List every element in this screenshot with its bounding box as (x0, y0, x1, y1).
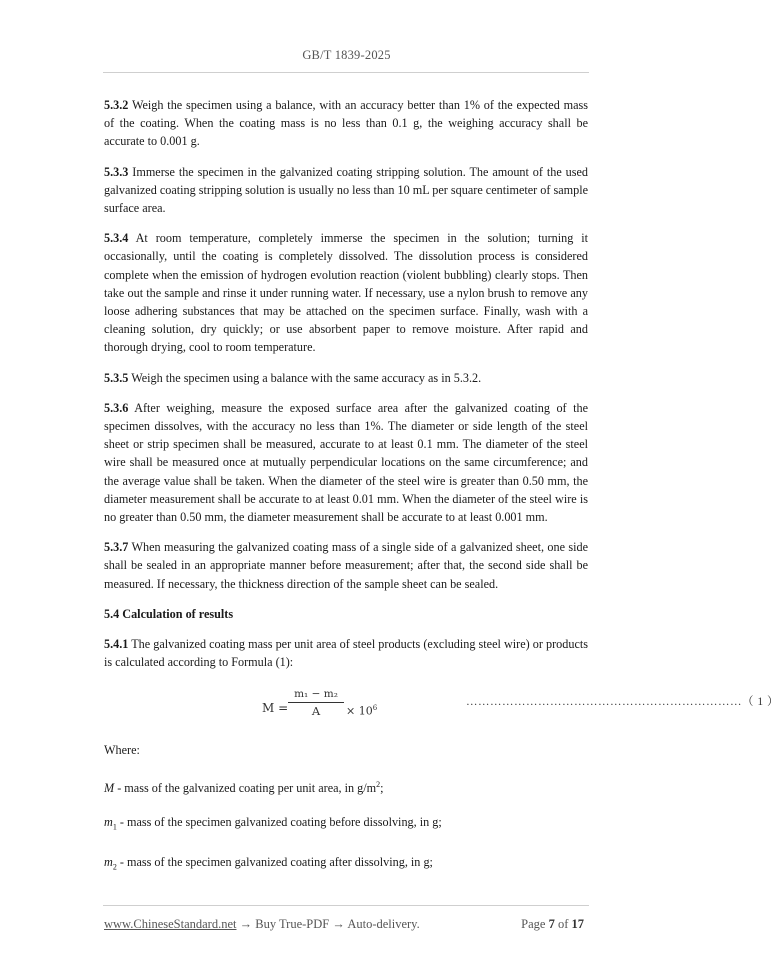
page-content (104, 96, 779, 892)
symbol: M (104, 780, 115, 795)
clause-text: The galvanized coating mass per unit area of steel products (excluding steel wire) or products is calculated according to Formula (1): (104, 637, 588, 670)
symbol-subscript: 1 (112, 822, 117, 832)
formula-exponent: 6 (372, 704, 378, 713)
clause-5-3-5 (104, 369, 588, 387)
section-heading: 5.4 Calculation of results (104, 606, 234, 621)
document-header (0, 48, 693, 63)
clause-5-3-6 (104, 399, 588, 526)
clause-number: 5.3.5 (104, 370, 129, 385)
formula-number: ……………………………………………………………（ 1 ） (466, 696, 779, 709)
clause-text: At room temperature, completely immerse the specimen in the solution; turning it occasionally, until the coating is completely dissolved. The dissolution process is considered complete when the emission of hydrogen evolution reaction (violent bubbling) clearly stops. Then take out the sample and rinse it under running water. If necessary, use a nylon brush to remove any loose adhering substances that may be attached on the specimen surface. Finally, wash with a cleaning solution, dry quickly; or use absorbent paper to remove moisture. After rapid and thorough drying, cool to room temperature. (104, 231, 588, 355)
clause-5-3-4 (104, 229, 588, 356)
clause-text: When measuring the galvanized coating mass of a single side of a galvanized sheet, one side shall be sealed in an appropriate manner before measurement; after that, the second side shall be measured. If necessary, the thickness direction of the sample sheet can be sealed. (104, 540, 588, 591)
arrow-icon: → (329, 917, 348, 931)
fraction-bar (288, 702, 344, 703)
symbol: m (104, 854, 113, 869)
page-number: 7 (548, 917, 555, 931)
arrow-icon: → (236, 917, 256, 931)
clause-text: Weigh the specimen using a balance with the same accuracy as in 5.3.2. (128, 370, 482, 385)
clause-5-4-1 (104, 635, 588, 671)
definition-M: M - mass of the galvanized coating per unit area, in $g/m^2$; (104, 779, 384, 795)
clause-number: 5.3.7 (104, 540, 129, 555)
where-label: Where: (104, 743, 140, 758)
clause-5-3-7 (104, 538, 588, 593)
page-indicator: Page 7 of 17 (521, 917, 584, 931)
clause-number: 5.3.2 (104, 98, 129, 112)
clause-5-3-3 (104, 163, 588, 218)
symbol: m (104, 814, 113, 829)
definition-m1 (104, 813, 588, 837)
formula-fraction (288, 687, 344, 718)
formula-1 (104, 683, 779, 727)
page-total: 17 (571, 917, 584, 931)
formula-lhs: M = (262, 701, 289, 716)
standard-code: GB/T 1839-2025 (302, 48, 391, 62)
clause-number: 5.3.6 (104, 400, 129, 415)
delivery-text: Auto-delivery. (347, 917, 420, 931)
clause-5-3-2 (104, 96, 588, 151)
clause-number: 5.3.3 (104, 164, 129, 179)
clause-number: 5.3.4 (104, 231, 129, 246)
header-divider (103, 72, 589, 73)
clause-text: After weighing, measure the exposed surface area after the galvanized coating of the specimen dissolves, with the accuracy no less than 1%. The diameter or side length of the steel sheet or strip specimen shall be measured, accurate to at least 0.1 mm. The diameter of the steel wire shall be measured once at mutually perpendicular locations on the same circumference; and the average value shall be taken. When the diameter of the steel wire is greater than 0.50 mm, the diameter measurement shall be accurate to at least 0.01 mm. When the diameter of the steel wire is no greater than 0.50 mm, the diameter measurement shall be accurate to at least 0.001 mm. (104, 400, 588, 525)
document-footer (104, 917, 588, 932)
definition-text: - mass of the specimen galvanized coating before dissolving, in g; (116, 814, 442, 829)
unit-exponent: 2 (376, 779, 381, 789)
site-link[interactable]: www.ChineseStandard.net (104, 917, 237, 931)
definition-text: - mass of the galvanized coating per unit area, in g/m (114, 780, 377, 795)
formula-multiplier: × $10^6$ (346, 704, 378, 719)
formula-denominator: A (311, 704, 321, 719)
definition-text: - mass of the specimen galvanized coating after dissolving, in g; (116, 854, 433, 869)
footer-divider (103, 905, 589, 906)
formula-numerator: m₁ − m₂ (294, 688, 338, 701)
clause-text: Immerse the specimen in the galvanized coating stripping solution. The amount of the used galvanized coating stripping solution is usually no less than 10 mL per square centimeter of sample surface area. (104, 164, 588, 216)
clause-number: 5.4.1 (104, 637, 129, 652)
symbol-subscript: 2 (112, 862, 117, 872)
buy-pdf-link[interactable]: Buy True-PDF (255, 917, 330, 931)
definition-m2 (104, 853, 588, 877)
clause-text: Weigh the specimen using a balance, with an accuracy better than 1% of the expected mass of the coating. When the coating mass is no less than 0.1 g, the weighing accuracy shall be accurate to 0.001 g. (104, 98, 588, 149)
